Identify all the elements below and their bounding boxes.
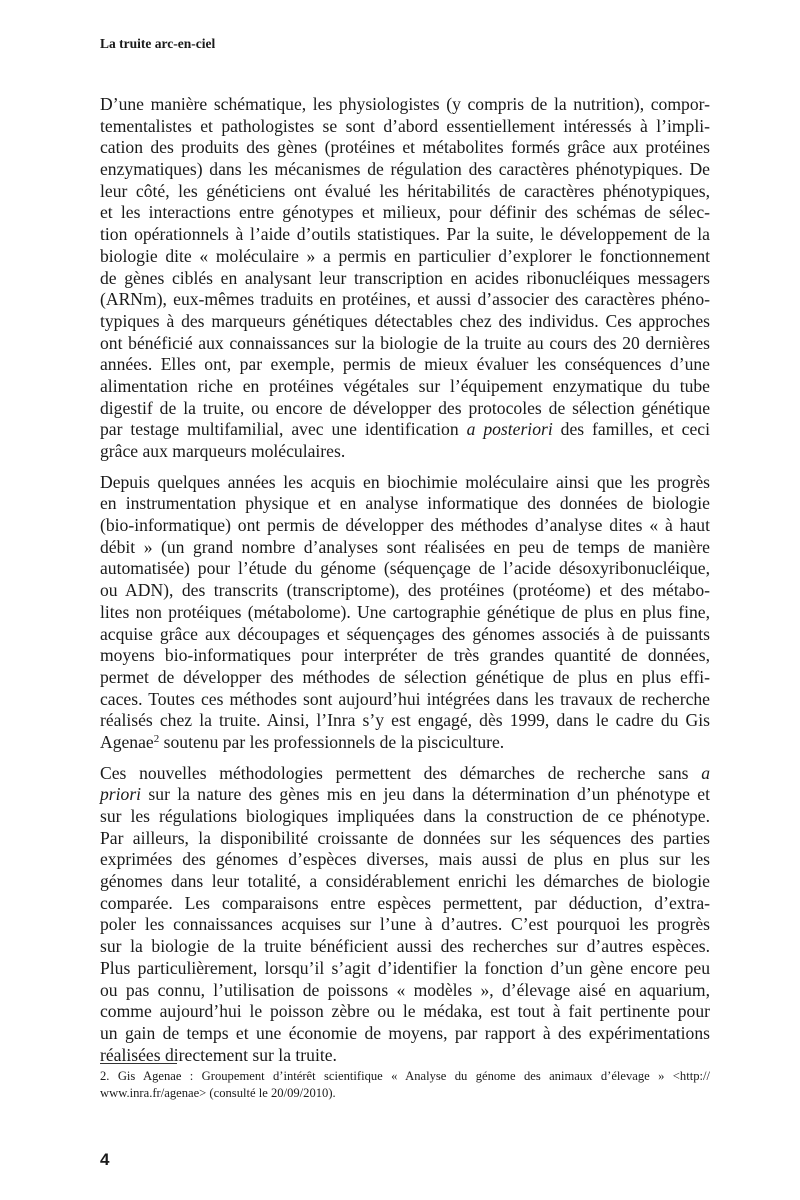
- text-line: un gain de temps et une économie de moyens, par rapport à des expérimentations: [100, 1022, 710, 1043]
- text-line: enzymatiques) dans les mécanismes de régulation des caractères phénotypiques. De: [100, 159, 710, 180]
- text-line: comme aujourd’hui le poisson zèbre ou le médaka, est tout à fait pertinente pour: [100, 1001, 710, 1022]
- footnote-reference[interactable]: 2: [153, 732, 160, 745]
- text-line: tementalistes et pathologistes se sont d’abord essentiellement intéressés à l’impli-: [100, 115, 710, 136]
- text-line: permet de développer des méthodes de sélection génétique de plus en plus effi-: [100, 666, 710, 687]
- text-line: génomes dans leur totalité, a considérablement enrichi les démarches de biologie: [100, 871, 710, 892]
- italic-phrase: a: [701, 762, 710, 783]
- text-line: Depuis quelques années les acquis en biochimie moléculaire ainsi que les progrès: [100, 471, 710, 492]
- text-line: années. Elles ont, par exemple, permis de mieux évaluer les conséquences d’une: [100, 354, 710, 375]
- text-line: sur les régulations biologiques impliquées dans la construction de ce phénotype.: [100, 806, 710, 826]
- footnote: [100, 1068, 710, 1102]
- text-line: ont bénéficié aux connaissances sur la biologie de la truite au cours des 20 dernières: [100, 332, 710, 353]
- text-run: Agenae: [100, 731, 154, 752]
- text-line: sur la biologie de la truite bénéficient aussi des recherches sur d’autres espèces.: [100, 936, 710, 957]
- text-line: ou pas connu, l’utilisation de poissons « modèles », d’élevage aisé en aquarium,: [100, 979, 710, 1000]
- text-run: soutenu par les professionnels de la pisciculture.: [159, 731, 505, 752]
- text-line: de gènes ciblés en analysant leur transcription en acides ribonucléiques messagers: [100, 267, 710, 288]
- text-line: cation des produits des gènes (protéines et métabolites formés grâce aux protéines: [100, 137, 710, 158]
- footnote-line: www.inra.fr/agenae> (consulté le 20/09/2010).: [100, 1086, 336, 1100]
- footnote-line: 2. Gis Agenae : Groupement d’intérêt scientifique « Analyse du génome des animaux d’élevage » <http://: [100, 1069, 710, 1083]
- text-line: (bio-informatique) ont permis de développer des méthodes d’analyse dites « à haut: [100, 515, 710, 536]
- paragraph-3: [100, 763, 710, 1067]
- text-line: biologie dite « moléculaire » a permis en particulier d’explorer le fonctionnement: [100, 245, 710, 266]
- text-line: (ARNm), eux-mêmes traduits en protéines, et aussi d’associer des caractères phéno-: [100, 289, 710, 310]
- text-line: lites non protéiques (métabolome). Une cartographie génétique de plus en plus fine,: [100, 601, 710, 622]
- text-line: tion opérationnels à l’aide d’outils statistiques. Par la suite, le développement de la: [100, 224, 710, 245]
- text-run: par testage multifamilial, avec une identification: [100, 419, 467, 440]
- paragraph-2: [100, 472, 710, 754]
- text-line: grâce aux marqueurs moléculaires.: [100, 441, 346, 461]
- body-text: [100, 94, 710, 1075]
- text-line: [100, 763, 710, 785]
- text-line: en instrumentation physique et en analyse informatique des données de biologie: [100, 493, 710, 514]
- text-line: [100, 784, 710, 806]
- text-line: alimentation riche en protéines végétales sur l’équipement enzymatique du tube: [100, 375, 710, 396]
- text-line: [100, 732, 710, 754]
- text-line: moyens bio-informatiques pour interpréter de très grandes quantité de données,: [100, 645, 710, 666]
- text-line: [100, 419, 710, 441]
- text-line: acquise grâce aux découpages et séquençages des génomes associés à de puissants: [100, 623, 710, 644]
- italic-phrase: a posteriori: [466, 419, 553, 440]
- text-line: réalisés chez la truite. Ainsi, l’Inra s’y est engagé, dès 1999, dans le cadre du Gis: [100, 710, 710, 731]
- text-line: Plus particulièrement, lorsqu’il s’agit d’identifier la fonction d’un gène encore peu: [100, 957, 710, 978]
- text-line: exprimées des génomes d’espèces diverses, mais aussi de plus en plus sur les: [100, 849, 710, 870]
- text-run: sur la nature des gènes mis en jeu dans la détermination d’un phénotype et: [141, 784, 710, 805]
- text-line: D’une manière schématique, les physiologistes (y compris de la nutrition), compor-: [100, 94, 710, 114]
- footnote-separator: [100, 1063, 177, 1064]
- italic-phrase: priori: [100, 784, 142, 805]
- text-line: caces. Toutes ces méthodes sont aujourd’hui intégrées dans les travaux de recherche: [100, 688, 710, 709]
- text-line: digestif de la truite, ou encore de développer des protocoles de sélection génétique: [100, 397, 710, 418]
- paragraph-1: [100, 94, 710, 463]
- text-line: Par ailleurs, la disponibilité croissante de données sur les séquences des parties: [100, 827, 710, 848]
- text-line: et les interactions entre génotypes et milieux, pour définir des schémas de sélec-: [100, 202, 710, 223]
- text-line: réalisées directement sur la truite.: [100, 1044, 337, 1065]
- running-head: La truite arc-en-ciel: [100, 36, 216, 51]
- text-line: ou ADN), des transcrits (transcriptome), des protéines (protéome) et des métabo-: [100, 580, 710, 601]
- text-line: poler les connaissances acquises sur l’une à d’autres. C’est pourquoi les progrès: [100, 914, 710, 935]
- text-run: des familles, et ceci: [552, 419, 710, 440]
- text-line: typiques à des marqueurs génétiques détectables chez des individus. Ces approches: [100, 310, 710, 331]
- text-line: leur côté, les généticiens ont évalué les héritabilités de caractères phénotypiques,: [100, 180, 710, 201]
- text-line: automatisée) pour l’étude du génome (séquençage de l’acide désoxyribonucléique,: [100, 558, 710, 579]
- text-line: comparée. Les comparaisons entre espèces permettent, par déduction, d’extra-: [100, 892, 710, 913]
- page-number: 4: [100, 1150, 110, 1169]
- text-line: débit » (un grand nombre d’analyses sont réalisées en peu de temps de manière: [100, 536, 710, 557]
- text-run: Ces nouvelles méthodologies permettent des démarches de recherche sans: [100, 762, 702, 783]
